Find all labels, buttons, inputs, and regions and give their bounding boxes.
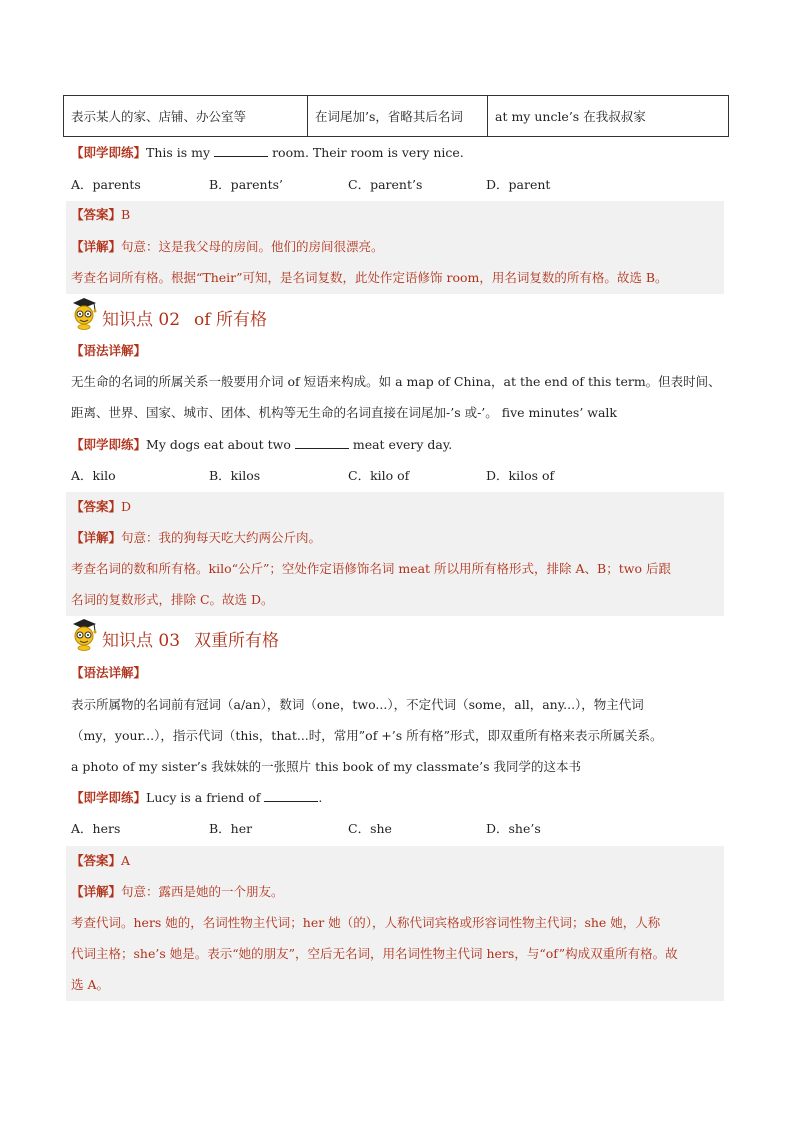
knowledge-point-name: 双重所有格 — [194, 631, 280, 651]
detail-3-line2: 考查代词。hers 她的，名词性物主代词；her 她（的），人称代词宾格或形容词性物主代词；she 她，人称 — [71, 915, 661, 930]
table-cell-example: at my uncle’s 在我叔叔家 — [495, 109, 646, 124]
scholar-mascot-icon — [70, 617, 98, 651]
practice-label: 【即学即练】 — [71, 145, 147, 160]
possessive-table-row — [63, 95, 729, 137]
grammar-label-03: 【语法详解】 — [71, 665, 147, 680]
knowledge-point-03-heading — [70, 617, 293, 651]
detail-text: 句意：露西是她的一个朋友。 — [121, 884, 284, 899]
option-d: D．parent — [486, 177, 551, 192]
answer-blank — [264, 788, 318, 802]
practice-label: 【即学即练】 — [71, 790, 147, 805]
option-c: C．she — [348, 821, 392, 836]
grammar-label-02: 【语法详解】 — [71, 343, 147, 358]
question-text-post: . — [318, 790, 323, 805]
answer-blank — [214, 143, 268, 157]
option-d: D．she’s — [486, 821, 541, 836]
answer-3 — [71, 851, 130, 871]
detail-2-line1 — [71, 528, 321, 548]
practice-question-1 — [71, 143, 464, 163]
knowledge-point-number: 知识点 02 — [102, 310, 181, 330]
detail-2-line2: 考查名词的数和所有格。kilo“公斤”；空处作定语修饰名词 meat 所以用所有格形式，排除 A、B；two 后跟 — [71, 561, 671, 576]
table-cell-rule: 在词尾加’s，省略其后名词 — [308, 96, 488, 136]
detail-text: 句意：我的狗每天吃大约两公斤肉。 — [121, 530, 322, 545]
practice-question-3 — [71, 788, 322, 808]
answer-value: A — [121, 853, 131, 868]
grammar-03-line1: 表示所属物的名词前有冠词（a/an），数词（one，two...），不定代词（some，all，any...），物主代词 — [71, 697, 644, 712]
detail-text: 句意：这是我父母的房间。他们的房间很漂亮。 — [121, 239, 384, 254]
detail-label: 【详解】 — [71, 530, 122, 545]
grammar-02-line2: 距离、世界、国家、城市、团体、机构等无生命的名词直接在词尾加-’s 或-’。 five minutes’ walk — [71, 405, 617, 420]
knowledge-point-title — [102, 631, 293, 651]
table-cell-usage: 表示某人的家、店铺、办公室等 — [64, 96, 308, 136]
answer-value: B — [121, 207, 131, 222]
option-a: A．kilo — [71, 468, 116, 483]
detail-2-line3: 名词的复数形式，排除 C。故选 D。 — [71, 592, 274, 607]
practice-question-2 — [71, 435, 452, 455]
detail-label: 【详解】 — [71, 239, 122, 254]
detail-label: 【详解】 — [71, 884, 122, 899]
knowledge-point-02-heading — [70, 296, 281, 330]
option-d: D．kilos of — [486, 468, 555, 483]
option-a: A．hers — [71, 821, 121, 836]
option-b: B．parents’ — [209, 177, 283, 192]
option-b: B．kilos — [209, 468, 261, 483]
detail-3-line1 — [71, 882, 284, 902]
grammar-03-line3: a photo of my sister’s 我妹妹的一张照片 this book of my classmate’s 我同学的这本书 — [71, 759, 582, 774]
option-c: C．parent’s — [348, 177, 423, 192]
question-text-post: room. Their room is very nice. — [272, 145, 464, 160]
scholar-mascot-icon — [70, 296, 98, 330]
option-a: A．parents — [71, 177, 141, 192]
knowledge-point-name: of 所有格 — [194, 310, 267, 330]
answer-label: 【答案】 — [71, 207, 122, 222]
practice-label: 【即学即练】 — [71, 437, 147, 452]
option-b: B．her — [209, 821, 253, 836]
detail-1-line1 — [71, 237, 384, 257]
answer-blank — [295, 435, 349, 449]
grammar-03-line2: （my，your...），指示代词（this，that...时，常用”of +’s 所有格”形式，即双重所有格来表示所属关系。 — [71, 728, 663, 743]
answer-label: 【答案】 — [71, 499, 122, 514]
knowledge-point-number: 知识点 03 — [102, 631, 181, 651]
answer-value: D — [121, 499, 132, 514]
answer-2 — [71, 497, 131, 517]
question-text-pre: My dogs eat about two — [146, 437, 291, 452]
grammar-02-line1: 无生命的名词的所属关系一般要用介词 of 短语来构成。如 a map of China，at the end of this term。但表时间、 — [71, 374, 721, 389]
option-c: C．kilo of — [348, 468, 410, 483]
question-text-pre: This is my — [146, 145, 211, 160]
question-text-post: meat every day. — [352, 437, 453, 452]
detail-1-line2: 考查名词所有格。根据“Their”可知，是名词复数，此处作定语修饰 room，用名词复数的所有格。故选 B。 — [71, 270, 668, 285]
detail-3-line3: 代词主格；she’s 她是。表示“她的朋友”，空后无名词，用名词性物主代词 hers，与“of”构成双重所有格。故 — [71, 946, 678, 961]
detail-3-line4: 选 A。 — [71, 977, 110, 992]
knowledge-point-title — [102, 310, 281, 330]
answer-label: 【答案】 — [71, 853, 122, 868]
question-text-pre: Lucy is a friend of — [146, 790, 261, 805]
answer-1 — [71, 205, 130, 225]
